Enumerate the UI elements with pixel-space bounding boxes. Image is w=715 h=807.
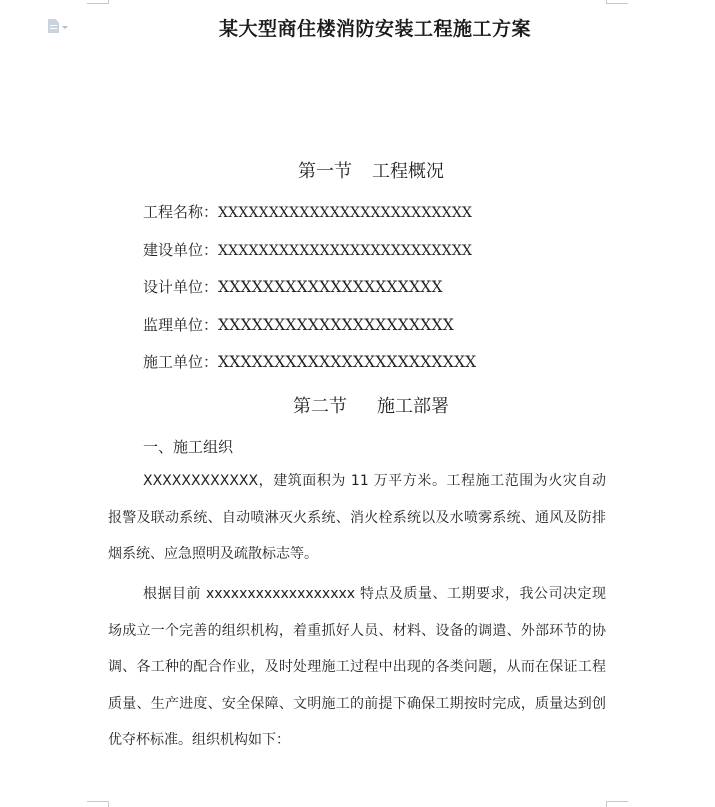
crop-mark bbox=[108, 0, 109, 4]
designer-field bbox=[143, 276, 443, 297]
section-number: 第二节 bbox=[293, 396, 347, 417]
client-field bbox=[143, 239, 472, 260]
body-paragraph: XXXXXXXXXXXX，建筑面积为 11 万平方米。工程施工范围为火灾自动报警及联动系统、自动喷淋灭火系统、消火栓系统以及水喷雾系统、通风及防排烟系统、应急照明及疏散标志等。 bbox=[108, 473, 606, 562]
field-label: 设计单位： bbox=[143, 278, 219, 296]
project-name-field bbox=[143, 201, 472, 222]
section-heading bbox=[298, 157, 444, 183]
section-title: 施工部署 bbox=[377, 396, 449, 417]
section-heading bbox=[293, 392, 449, 418]
section-title: 工程概况 bbox=[372, 161, 444, 182]
crop-mark bbox=[87, 801, 109, 802]
crop-mark bbox=[606, 3, 628, 4]
document-title: 某大型商住楼消防安装工程施工方案 bbox=[218, 18, 531, 40]
body-paragraph: 根据目前 xxxxxxxxxxxxxxxxxx 特点及质量、工期要求，我公司决定现场成立一个完善的组织机构，着重抓好人员、材料、设备的调遣、外部环节的协调、各工种的配合作业，及时处理施工过程中出现的各类问题，从而在保证工程质量、生产进度、安全保障、文明施工的前提下确保工期按时完成，质量达到创优夺杯标准。组织机构如下： bbox=[108, 586, 606, 748]
section-number: 第一节 bbox=[298, 161, 352, 182]
field-label: 工程名称： bbox=[143, 203, 219, 221]
field-value: XXXXXXXXXXXXXXXXXXXXXXXXX bbox=[218, 243, 473, 259]
crop-mark bbox=[606, 0, 607, 4]
field-label: 施工单位： bbox=[143, 353, 219, 371]
crop-mark bbox=[606, 801, 628, 802]
crop-mark bbox=[606, 801, 607, 807]
contractor-field bbox=[143, 351, 476, 372]
field-value: XXXXXXXXXXXXXXXXXXXXXXX bbox=[218, 353, 477, 371]
field-label: 监理单位： bbox=[143, 316, 219, 334]
crop-mark bbox=[108, 801, 109, 807]
field-label: 建设单位： bbox=[143, 241, 219, 259]
subsection-heading: 一、施工组织 bbox=[143, 438, 234, 456]
supervisor-field bbox=[143, 314, 454, 335]
field-value: XXXXXXXXXXXXXXXXXXXX bbox=[218, 278, 443, 296]
field-value: XXXXXXXXXXXXXXXXXXXXX bbox=[218, 316, 454, 334]
crop-mark bbox=[87, 3, 109, 4]
field-value: XXXXXXXXXXXXXXXXXXXXXXXXX bbox=[218, 205, 473, 221]
